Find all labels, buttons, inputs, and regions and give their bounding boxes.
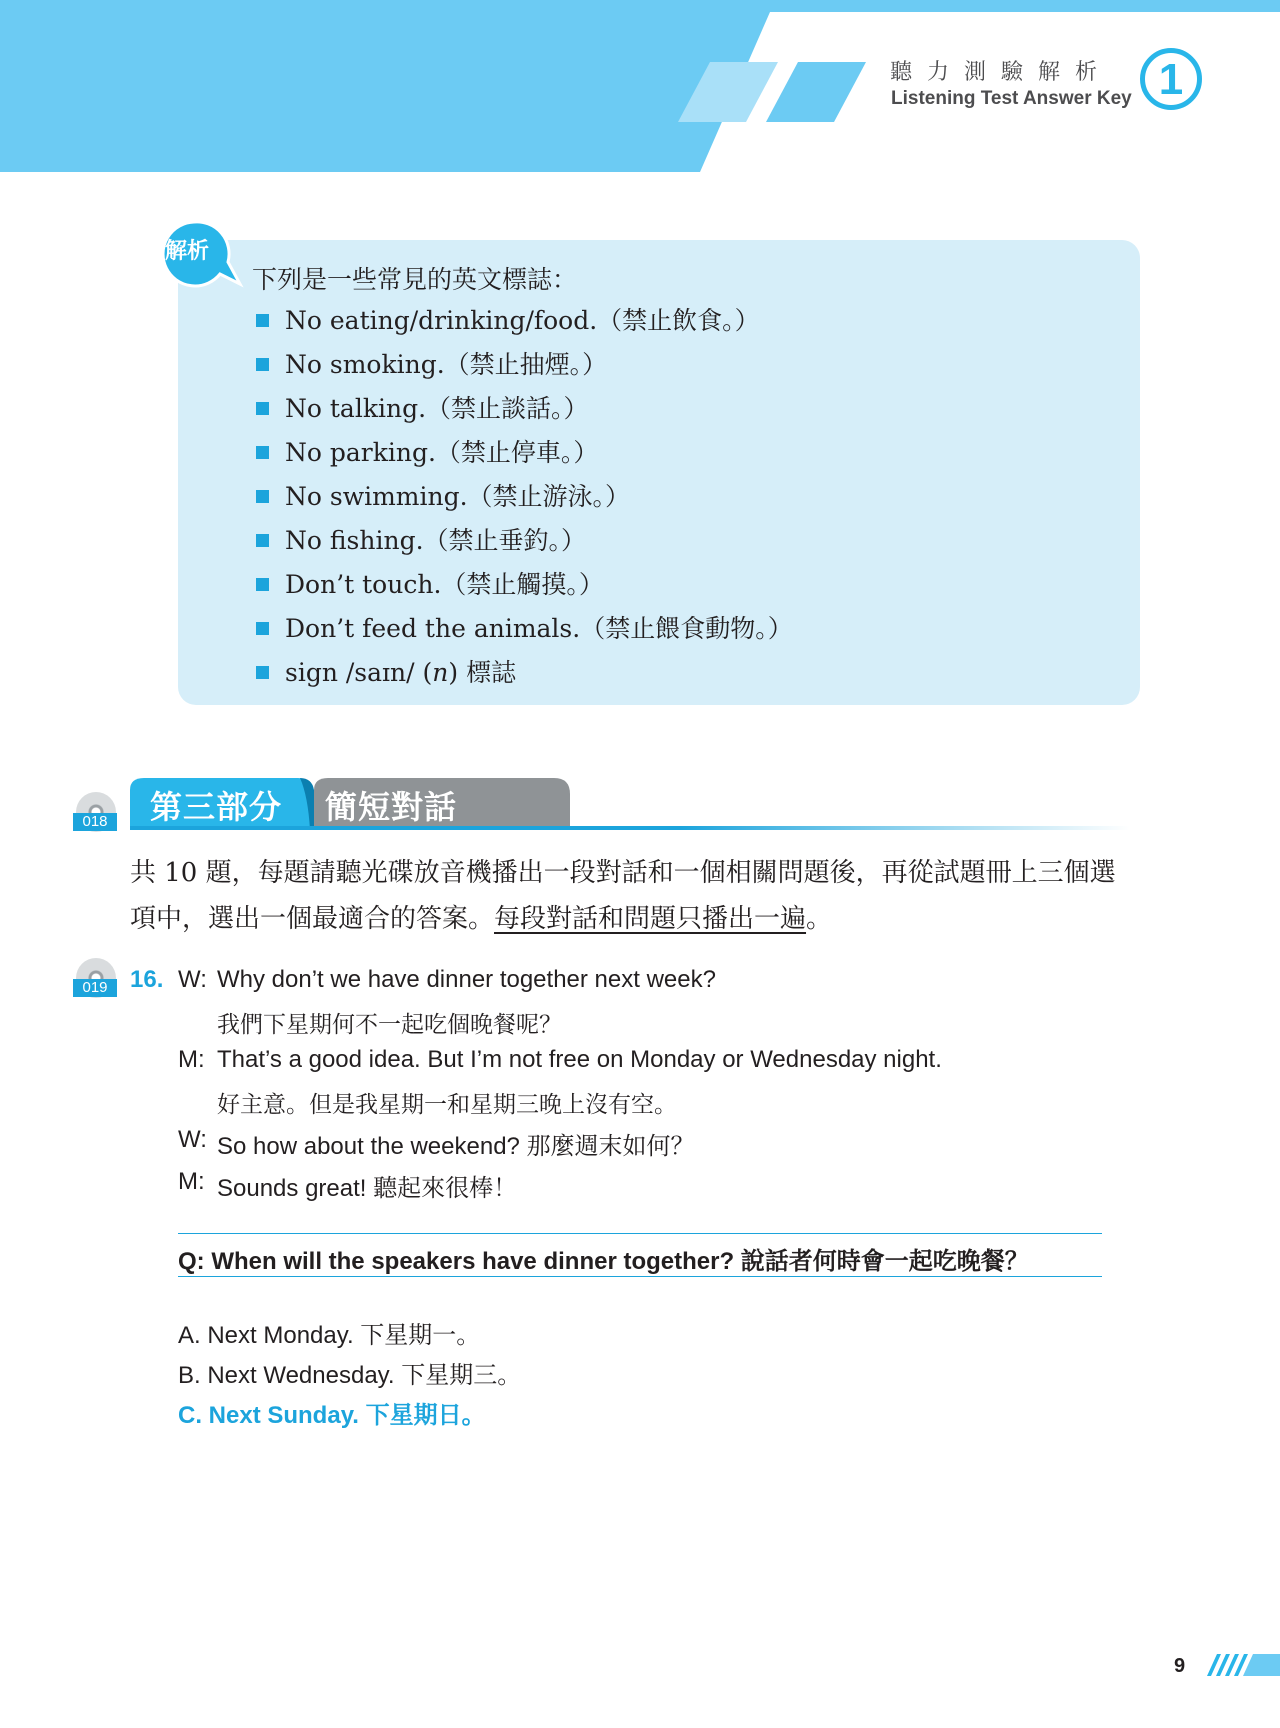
list-item bbox=[256, 566, 793, 610]
list-item bbox=[256, 610, 793, 654]
list-item-text: No fishing.（禁止垂釣。） bbox=[285, 526, 587, 555]
list-item-text: No swimming.（禁止游泳。） bbox=[285, 482, 631, 511]
instructions-emphasis: 每段對話和問題只播出一遍 bbox=[494, 904, 807, 934]
list-item bbox=[256, 346, 793, 390]
bullet-square-icon bbox=[256, 446, 269, 459]
list-item-text: No eating/drinking/food.（禁止飲食。） bbox=[285, 306, 760, 335]
question-number: 16. bbox=[130, 966, 164, 993]
analysis-intro: 下列是一些常見的英文標誌： bbox=[252, 265, 578, 294]
list-item bbox=[256, 434, 793, 478]
speaker-label: M: bbox=[178, 1168, 205, 1195]
list-item bbox=[256, 478, 793, 522]
header-title-zh: 聽力測驗解析 bbox=[890, 60, 1113, 85]
dialogue-line-en: That’s a good idea. But I’m not free on Monday or Wednesday night. bbox=[217, 1046, 942, 1073]
speaker-label: M: bbox=[178, 1046, 205, 1073]
analysis-tag-label: 解析 bbox=[165, 239, 210, 264]
bullet-square-icon bbox=[256, 622, 269, 635]
dialogue-line-zh: 我們下星期何不一起吃個晚餐呢？ bbox=[217, 1012, 562, 1038]
section-instructions bbox=[130, 850, 1140, 942]
list-item-text: No smoking.（禁止抽煙。） bbox=[285, 350, 608, 379]
dialogue-line-en: So how about the weekend? 那麼週末如何？ bbox=[217, 1133, 695, 1160]
header-stripe-dark bbox=[766, 62, 866, 122]
bullet-square-icon bbox=[256, 314, 269, 327]
list-item-text: No parking.（禁止停車。） bbox=[285, 438, 599, 467]
dialogue-line-zh: 好主意。但是我星期一和星期三晚上沒有空。 bbox=[217, 1092, 677, 1118]
vocab-meaning: ) 標誌 bbox=[448, 658, 517, 687]
instructions-end: 。 bbox=[806, 904, 833, 934]
chapter-badge bbox=[1140, 48, 1202, 110]
track-number: 019 bbox=[73, 979, 117, 997]
list-item-text: Don’t touch.（禁止觸摸。） bbox=[285, 570, 604, 599]
list-item bbox=[256, 302, 793, 346]
bullet-square-icon bbox=[256, 402, 269, 415]
vocab-word: sign /saɪn/ ( bbox=[285, 658, 433, 687]
list-item bbox=[256, 522, 793, 566]
vocab-part-of-speech: n bbox=[432, 658, 449, 687]
sign-list bbox=[256, 302, 793, 698]
section-part-label: 第三部分 bbox=[150, 788, 283, 826]
track-number: 018 bbox=[73, 813, 117, 831]
dialogue-line-en: Why don’t we have dinner together next week? bbox=[217, 966, 716, 993]
page-number: 9 bbox=[1174, 1655, 1186, 1677]
answer-option-b: B. Next Wednesday. 下星期三。 bbox=[178, 1362, 522, 1389]
answer-option-a: A. Next Monday. 下星期一。 bbox=[178, 1322, 481, 1349]
list-item bbox=[256, 654, 793, 698]
bullet-square-icon bbox=[256, 534, 269, 547]
dialogue-line-en: Sounds great! 聽起來很棒！ bbox=[217, 1175, 518, 1202]
header-title-en: Listening Test Answer Key bbox=[891, 88, 1132, 109]
header-band-shape bbox=[0, 0, 1280, 172]
bullet-square-icon bbox=[256, 666, 269, 679]
list-item-text: No talking.（禁止談話。） bbox=[285, 394, 589, 423]
bullet-square-icon bbox=[256, 490, 269, 503]
answer-option-c-correct: C. Next Sunday. 下星期日。 bbox=[178, 1402, 486, 1429]
instructions-text: 共 10 題，每題請聽光碟放音機播出一段對話和一個相關問題後，再從試題冊上三個選項中，選出一個最適合的答案。 bbox=[130, 858, 1116, 934]
chapter-number: 1 bbox=[1158, 55, 1184, 104]
list-item-text: Don’t feed the animals.（禁止餵食動物。） bbox=[285, 614, 793, 643]
footer-stripes-icon bbox=[1205, 1652, 1280, 1678]
bullet-square-icon bbox=[256, 578, 269, 591]
section-title-label: 簡短對話 bbox=[325, 788, 458, 826]
speaker-label: W: bbox=[178, 966, 207, 993]
question-text: Q: When will the speakers have dinner together? 說話者何時會一起吃晚餐？ bbox=[178, 1248, 1029, 1275]
bullet-square-icon bbox=[256, 358, 269, 371]
list-item bbox=[256, 390, 793, 434]
speaker-label: W: bbox=[178, 1126, 207, 1153]
header-banner bbox=[0, 0, 1280, 172]
